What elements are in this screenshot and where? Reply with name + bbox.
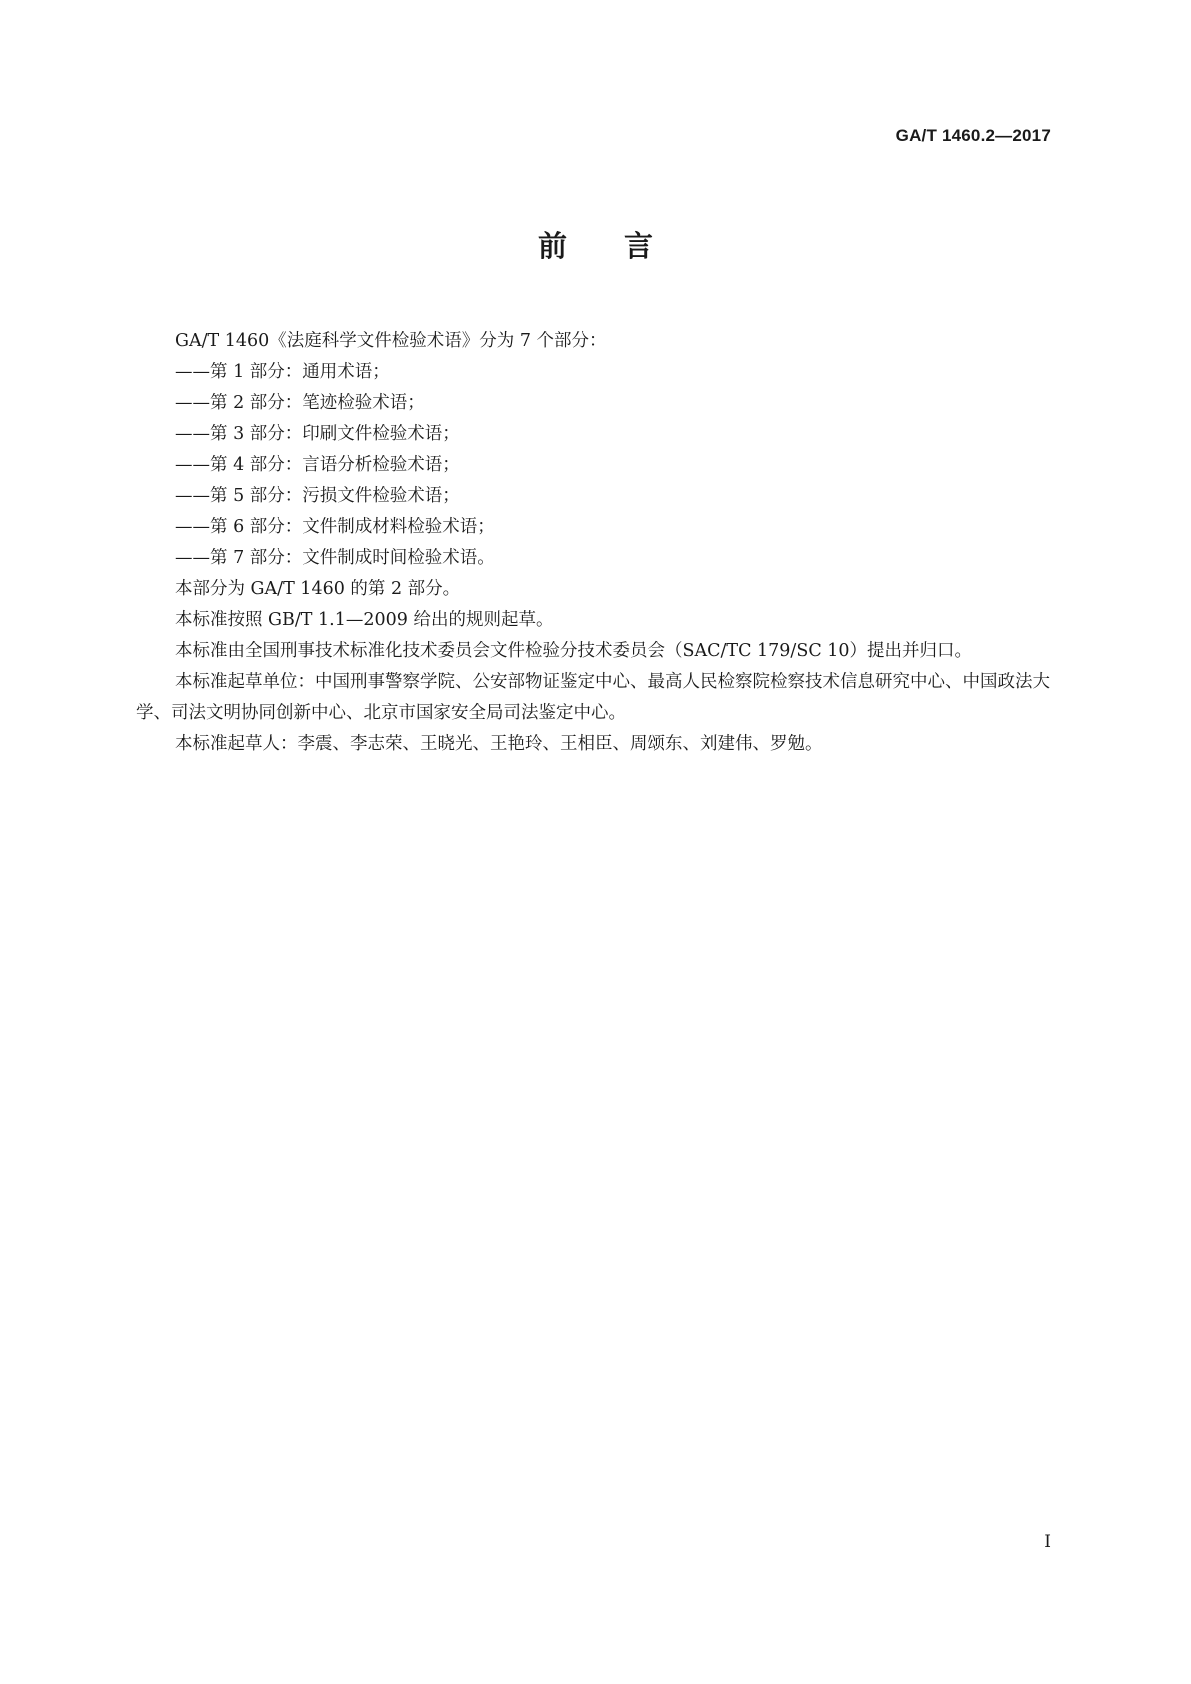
page-number: I <box>1044 1532 1051 1552</box>
part-item-1: ——第 1 部分：通用术语； <box>175 362 390 382</box>
proposed-by-paragraph: 本标准由全国刑事技术标准化技术委员会文件检验分技术委员会（SAC/TC 179/SC 10）提出并归口。 <box>175 641 973 661</box>
standard-code: GA/T 1460.2—2017 <box>895 126 1051 145</box>
drafting-units-paragraph: 本标准起草单位：中国刑事警察学院、公安部物证鉴定中心、最高人民检察院检察技术信息研究中心、中国政法大学、司法文明协同创新中心、北京市国家安全局司法鉴定中心。 <box>136 672 1050 723</box>
part-item-5: ——第 5 部分：污损文件检验术语； <box>175 486 460 506</box>
drafters-paragraph: 本标准起草人：李震、李志荣、王晓光、王艳玲、王相臣、周颂东、刘建伟、罗勉。 <box>175 734 823 754</box>
part-item-6: ——第 6 部分：文件制成材料检验术语； <box>175 517 495 537</box>
this-part-paragraph: 本部分为 GA/T 1460 的第 2 部分。 <box>175 579 461 599</box>
part-item-2: ——第 2 部分：笔迹检验术语； <box>175 393 425 413</box>
page-title: 前言 <box>537 229 710 263</box>
intro-paragraph: GA/T 1460《法庭科学文件检验术语》分为 7 个部分： <box>175 331 607 351</box>
part-item-3: ——第 3 部分：印刷文件检验术语； <box>175 424 460 444</box>
foreword-body <box>136 326 1056 760</box>
parts-list <box>136 357 1056 574</box>
part-item-7: ——第 7 部分：文件制成时间检验术语。 <box>175 548 495 568</box>
drafting-rules-paragraph: 本标准按照 GB/T 1.1—2009 给出的规则起草。 <box>175 610 554 630</box>
part-item-4: ——第 4 部分：言语分析检验术语； <box>175 455 460 475</box>
